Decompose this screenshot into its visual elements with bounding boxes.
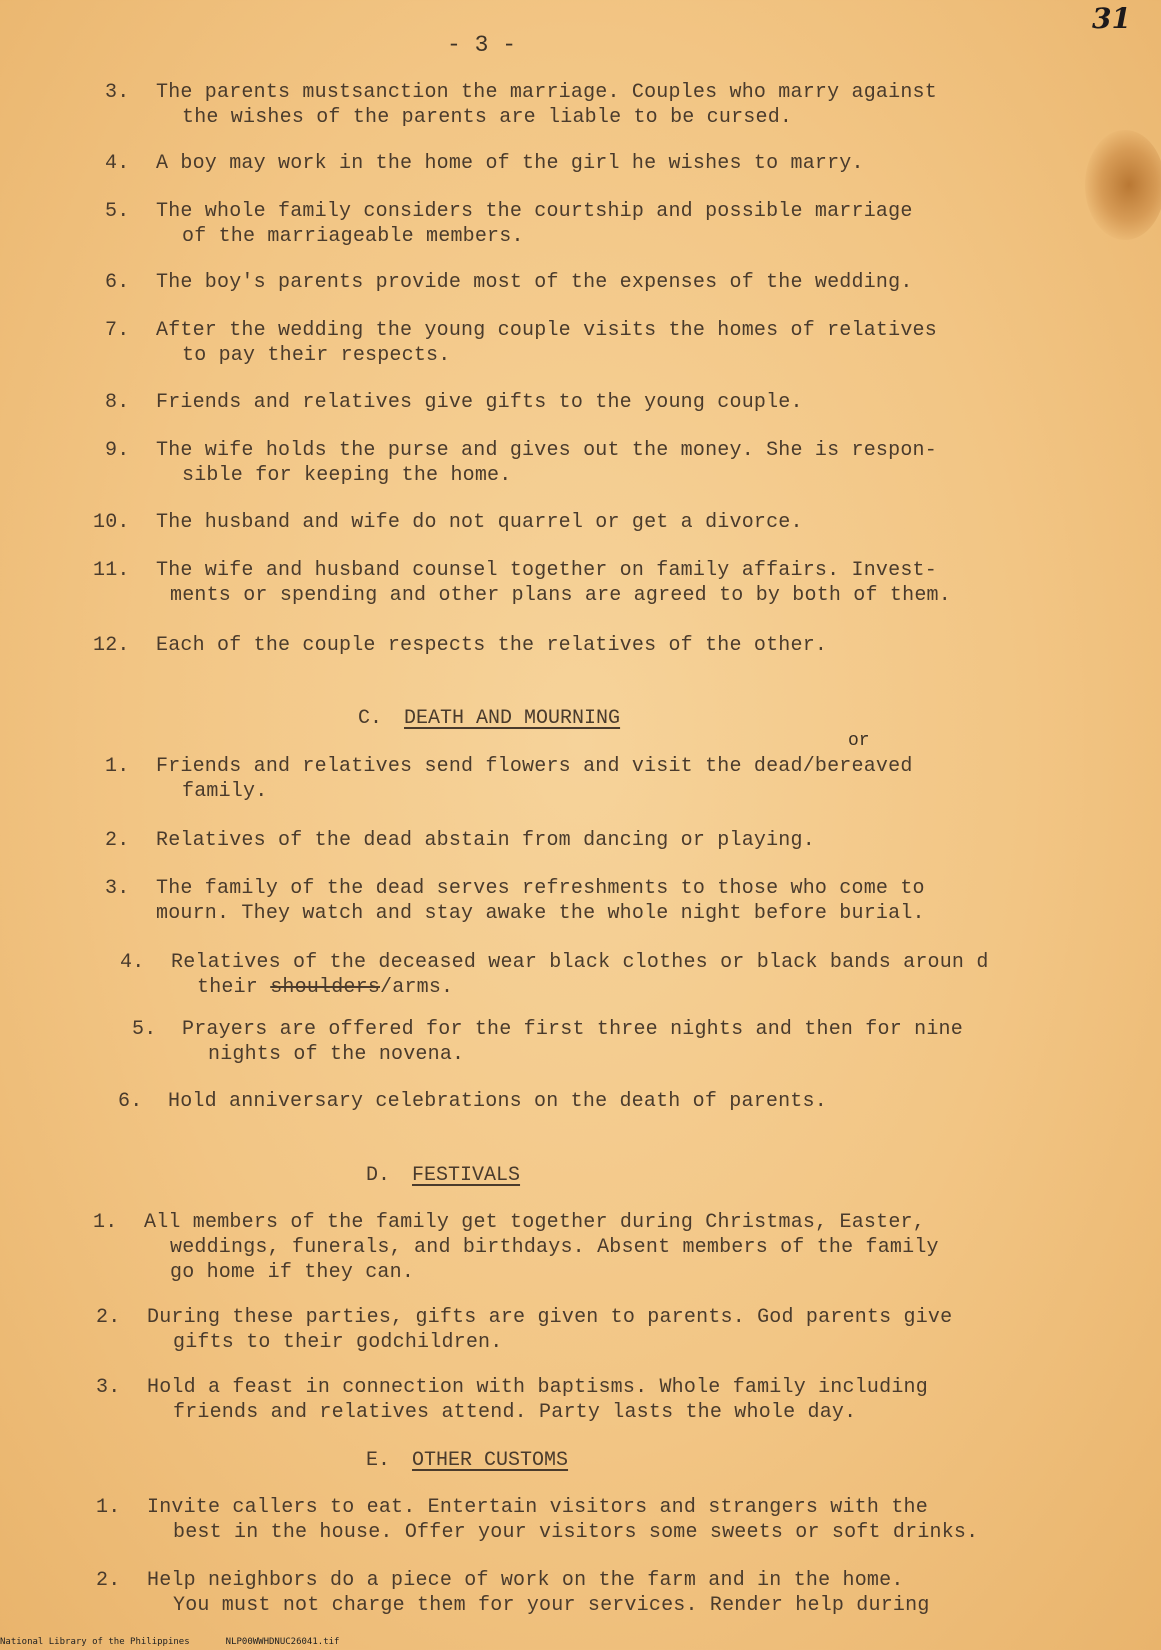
item-text: A boy may work in the home of the girl he wishes to marry.: [156, 152, 864, 175]
item-number: 4.: [105, 152, 130, 175]
item-number: 5.: [132, 1018, 157, 1041]
item-number: 11.: [93, 559, 130, 582]
item-text: The whole family considers the courtship and possible marriage of the marriageable members.: [156, 200, 913, 248]
item-number: 3.: [96, 1376, 121, 1399]
item-number: 1.: [93, 1211, 118, 1234]
item-text: Each of the couple respects the relatives of the other.: [156, 634, 828, 657]
item-text: Help neighbors do a piece of work on the farm and in the home. You must not charge them for your services. Render help during: [147, 1569, 930, 1617]
item-text: After the wedding the young couple visits the homes of relatives to pay their respects.: [156, 319, 937, 367]
handwritten-insertion: or: [848, 731, 870, 751]
scan-footer: [0, 1637, 339, 1647]
item-number: 12.: [93, 634, 130, 657]
item-number: 3.: [105, 81, 130, 104]
struck-word: shoulders: [270, 976, 381, 999]
item-text: Relatives of the deceased wear black clothes or black bands aroun d their shoulders/arms.: [171, 951, 989, 999]
item-number: 8.: [105, 391, 130, 414]
item-text: The wife holds the purse and gives out the money. She is respon- sible for keeping the home.: [156, 439, 937, 487]
item-text: The family of the dead serves refreshments to those who come to mourn. They watch and stay awake the whole night before burial.: [156, 877, 925, 925]
item-number: 1.: [96, 1496, 121, 1519]
item-text: Invite callers to eat. Entertain visitors and strangers with the best in the house. Offer your visitors some sweets or soft drinks.: [147, 1496, 979, 1544]
item-text: Relatives of the dead abstain from dancing or playing.: [156, 829, 815, 852]
item-number: 5.: [105, 200, 130, 223]
item-number: 4.: [120, 951, 145, 974]
item-number: 2.: [96, 1569, 121, 1592]
item-text: Friends and relatives send flowers and visit the dead/bereaved family.: [156, 755, 913, 803]
item-text: Hold a feast in connection with baptisms. Whole family including friends and relatives attend. Party lasts the whole day.: [147, 1376, 928, 1424]
item-text: The wife and husband counsel together on family affairs. Invest- ments or spending and other plans are agreed to by both of them.: [156, 559, 951, 607]
item-text: Prayers are offered for the first three nights and then for nine nights of the novena.: [182, 1018, 963, 1066]
item-text: All members of the family get together during Christmas, Easter, weddings, funerals, and birthdays. Absent members of the family go home if they can.: [144, 1211, 939, 1284]
item-number: 6.: [105, 271, 130, 294]
item-number: 6.: [118, 1090, 143, 1113]
item-text: The husband and wife do not quarrel or get a divorce.: [156, 511, 803, 534]
item-number: 2.: [105, 829, 130, 852]
item-text: Friends and relatives give gifts to the young couple.: [156, 391, 803, 414]
page-number: - 3 -: [447, 32, 517, 58]
item-text: The boy's parents provide most of the expenses of the wedding.: [156, 271, 913, 294]
item-number: 7.: [105, 319, 130, 342]
water-stain: [1085, 130, 1161, 240]
item-number: 1.: [105, 755, 130, 778]
item-text: During these parties, gifts are given to parents. God parents give gifts to their godchildren.: [147, 1306, 953, 1354]
item-number: 2.: [96, 1306, 121, 1329]
item-number: 9.: [105, 439, 130, 462]
section-heading-death-and-mourning: C. DEATH AND MOURNING: [358, 707, 621, 730]
item-text: Hold anniversary celebrations on the death of parents.: [168, 1090, 827, 1113]
item-text: The parents mustsanction the marriage. Couples who marry against the wishes of the parents are liable to be cursed.: [156, 81, 937, 129]
item-number: 3.: [105, 877, 130, 900]
file-id: NLP00WWHDNUC26041.tif: [225, 1637, 340, 1647]
handwritten-page-number: 31: [1092, 2, 1131, 35]
item-number: 10.: [93, 511, 130, 534]
library-credit: National Library of the Philippines: [0, 1637, 190, 1647]
section-heading-other-customs: E. OTHER CUSTOMS: [366, 1449, 569, 1472]
section-heading-festivals: D. FESTIVALS: [366, 1164, 521, 1187]
